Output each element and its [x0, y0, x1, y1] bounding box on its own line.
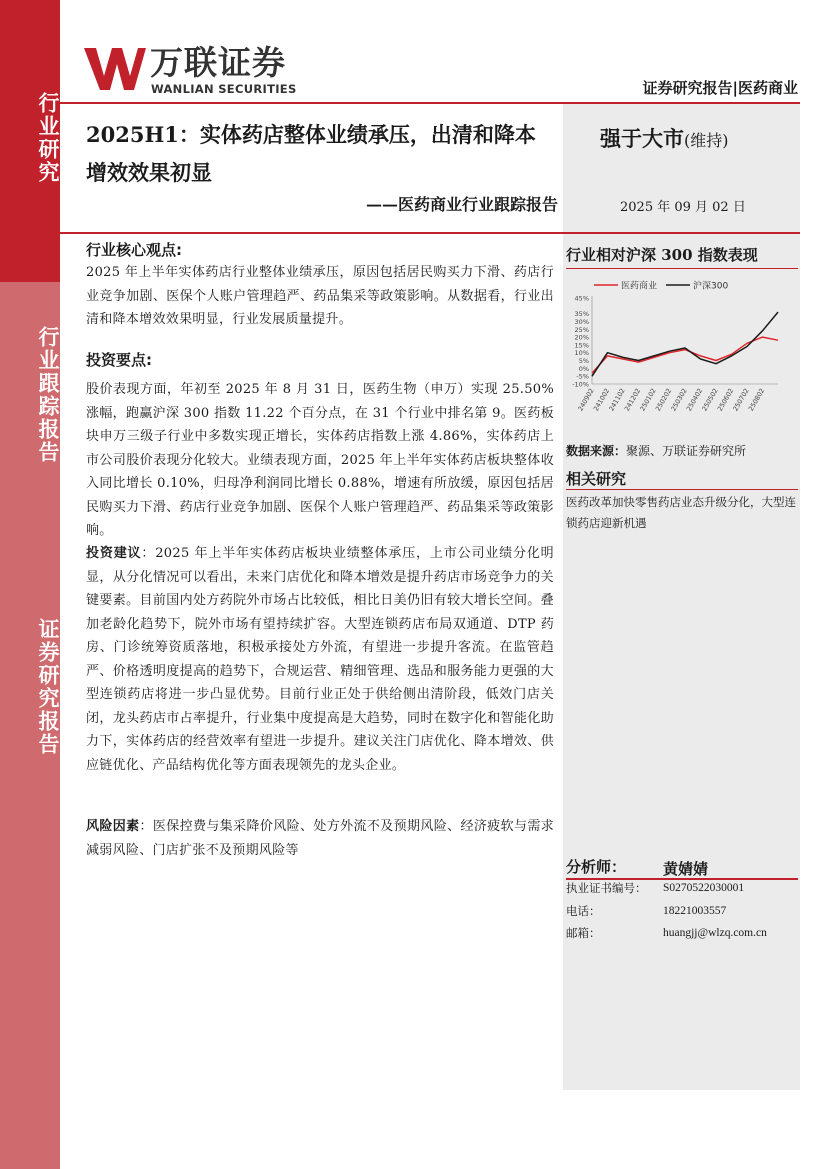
related-research-divider	[566, 489, 798, 490]
key-points-text: 股价表现方面，年初至 2025 年 8 月 31 日，医药生物（申万）实现 25.50%涨幅，跑赢沪深 300 指数 11.22 个百分点，在 31 个行业中排名第 9。医药板块申万三级子行业中多数实现正增长，实体药店指数上涨 4.86%，实体药店上市公司股价表现分化较大。业绩表现方面，2025 年上半年实体药店板块整体收入同比增长 0.10%，归母净利润同比增长 0.88%，增速有所放缓，原因包括居民购买力下滑、药店行业竞争加剧、医保个人账户管理趋严、药品集采等政策影响。	[86, 382, 554, 538]
x-tick-label: 250402	[684, 387, 705, 413]
related-research-heading: 相关研究	[566, 470, 627, 488]
legend-label: 沪深300	[693, 281, 729, 292]
rating	[600, 124, 729, 156]
key-points-heading: 投资要点:	[86, 351, 152, 369]
relative-performance-chart	[566, 274, 796, 434]
analyst-name: 黄婧婧	[663, 860, 709, 878]
y-tick-label: -5%	[576, 372, 589, 381]
phone-value: 18221003557	[663, 905, 727, 917]
logo-chinese-name: 万联证券	[150, 43, 286, 82]
logo-english-name: WANLIAN SECURITIES	[151, 82, 297, 96]
core-view-text: 2025 年上半年实体药店行业整体业绩承压，原因包括居民购买力下滑、药店行业竞争加剧、医保个人账户管理趋严、药品集采等政策影响。从数据看，行业出清和降本增效效果明显，行业发展质量提升。	[86, 265, 554, 327]
cert-label: 执业证书编号：	[566, 881, 647, 895]
risk-factors	[86, 815, 554, 862]
y-tick-label: 35%	[574, 310, 589, 319]
y-tick-label: 10%	[574, 349, 589, 358]
chart-title: 行业相对沪深 300 指数表现	[566, 246, 758, 264]
x-tick-label: 250702	[731, 387, 751, 413]
y-tick-label: 5%	[578, 357, 589, 366]
sidebar-label-tracking-report: 行业跟踪报告	[36, 326, 60, 464]
core-view-heading: 行业核心观点:	[86, 241, 182, 259]
cert-value: S0270522030001	[663, 882, 745, 894]
investment-advice	[86, 542, 554, 777]
analyst-label: 分析师：	[566, 858, 627, 876]
risk-factors-text: ：医保控费与集采降价风险、处方外流不及预期风险、经济疲软与需求减弱风险、门店扩张不及预期风险等	[86, 819, 554, 858]
investment-advice-text: ：2025 年上半年实体药店板块业绩整体承压，上市公司业绩分化明显，从分化情况可以看出，未来门店优化和降本增效是提升药店市场竞争力的关键要素。目前国内处方药院外市场占比较低，相比日美仍旧有较大增长空间。叠加老龄化趋势下，院外市场有望持续扩容。大型连锁药店布局双通道、DTP 药房、门诊统筹资质落地，积极承接处方外流，有望进一步提升客流。在监管趋严、价格透明度提高的趋势下，合规运营、精细管理、选品和服务能力更强的大型连锁药店将进一步凸显优势。目前行业正处于供给侧出清阶段，低效门店关闭，龙头药店市占率提升，行业集中度提高是大趋势，同时在数字化和智能化助力下，实体药店的经营效率有望进一步提升。建议关注门店优化、降本增效、供应链优化、产品结构优化等方面表现领先的龙头企业。	[86, 546, 554, 773]
y-tick-label: 45%	[574, 294, 589, 303]
x-tick-label: 250802	[746, 387, 767, 413]
email-label: 邮箱：	[566, 926, 601, 940]
phone-label: 电话：	[566, 904, 601, 918]
x-tick-label: 250602	[715, 387, 736, 413]
legend-label: 医药商业	[621, 281, 658, 292]
report-subtitle: ——医药商业行业跟踪报告	[365, 195, 558, 214]
y-tick-label: 0%	[578, 364, 589, 373]
y-tick-label: 30%	[574, 317, 589, 326]
rating-label: 强于大市	[600, 126, 684, 151]
x-tick-label: 250102	[638, 387, 658, 413]
x-tick-label: 241202	[622, 387, 643, 413]
x-tick-label: 240902	[576, 387, 596, 413]
chart-source	[566, 442, 746, 460]
email-value[interactable]: huangjj@wlzq.com.cn	[663, 927, 767, 939]
report-title: 2025H1：实体药店整体业绩承压，出清和降本增效效果初显	[86, 122, 536, 185]
y-tick-label: 15%	[574, 341, 589, 350]
x-tick-label: 250502	[700, 387, 720, 413]
chart-source-label: 数据来源：	[566, 444, 627, 458]
related-research-item[interactable]: 医药改革加快零售药店业态升级分化，大型连锁药店迎新机遇	[566, 495, 796, 530]
title-divider	[60, 232, 800, 234]
rating-note: (维持)	[684, 131, 729, 150]
investment-advice-lead: 投资建议	[86, 546, 142, 561]
chart-divider	[566, 268, 798, 269]
x-tick-label: 250302	[669, 387, 689, 413]
report-type-label: 证券研究报告|医药商业	[642, 79, 798, 97]
y-tick-label: 25%	[574, 325, 589, 334]
series-line-csi300	[592, 312, 778, 376]
x-tick-label: 241002	[591, 387, 612, 413]
wanlian-logo-icon	[82, 46, 148, 92]
sidebar-label-securities-report: 证券研究报告	[36, 618, 60, 756]
y-tick-label: 20%	[574, 333, 589, 342]
x-tick-label: 241102	[607, 387, 627, 413]
report-date: 2025 年 09 月 02 日	[620, 200, 746, 215]
sidebar-label-industry-research: 行业研究	[36, 92, 60, 184]
y-tick-label: -10%	[572, 380, 589, 389]
risk-factors-lead: 风险因素	[86, 819, 140, 834]
chart-source-value: 聚源、万联证券研究所	[626, 444, 747, 458]
x-tick-label: 250202	[653, 387, 674, 413]
